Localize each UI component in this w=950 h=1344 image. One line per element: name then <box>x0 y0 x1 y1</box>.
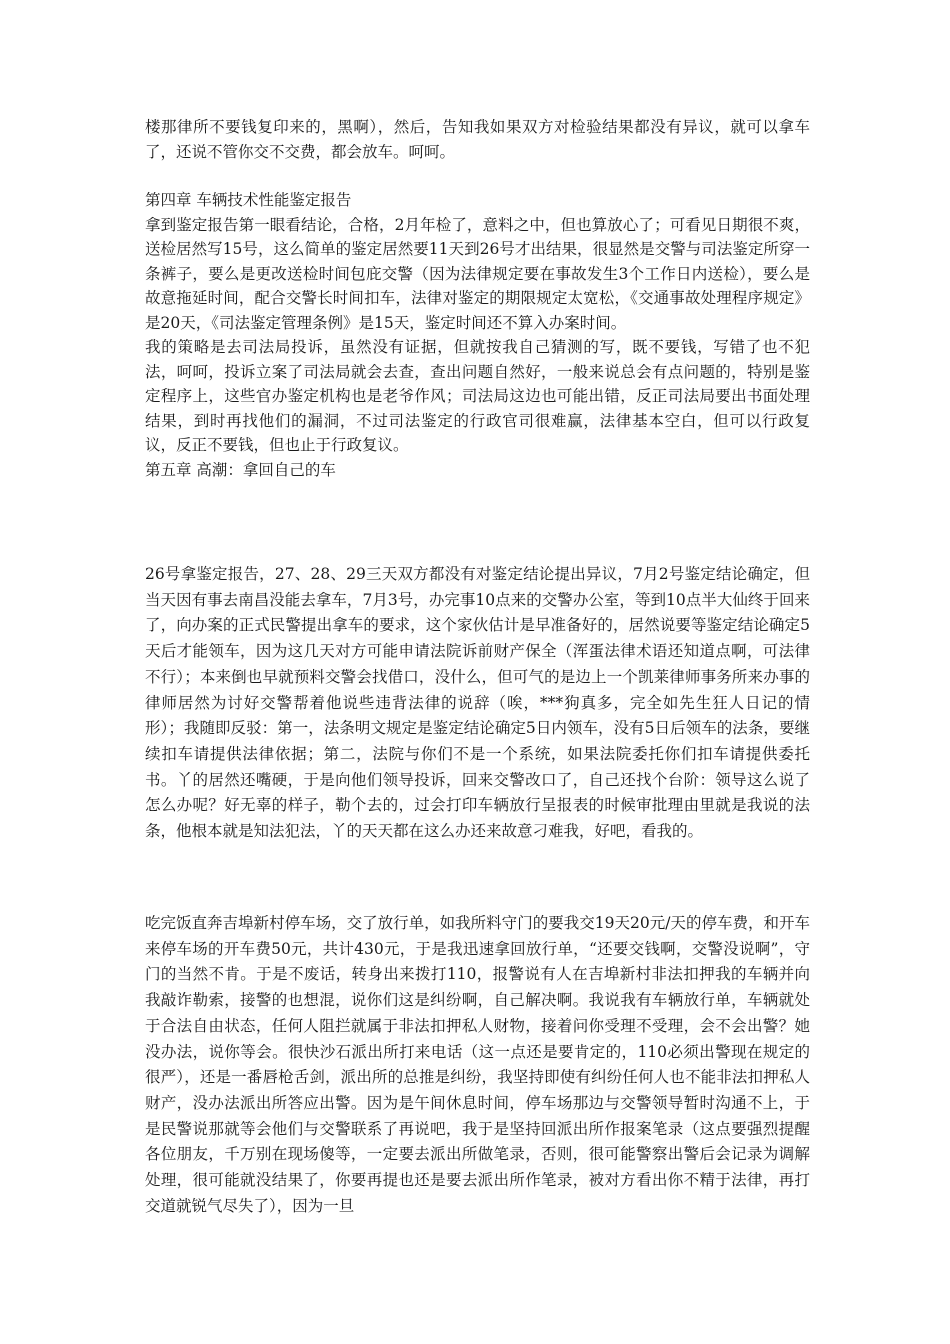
paragraph: 26号拿鉴定报告，27、28、29三天双方都没有对鉴定结论提出异议，7月2号鉴定结论确定，但当天因有事去南昌没能去拿车，7月3号，办完事10点来的交警办公室，等到10点半大仙终于回来了，向办案的正式民警提出拿车的要求，这个家伙估计是早准备好的，居然说要等鉴定结论确定5天后才能领车，因为这几天对方可能申请法院诉前财产保全（浑蛋法律术语还知道点啊，可法律不行）；本来倒也早就预料交警会找借口，没什么，但可气的是边上一个凯莱律师事务所来办事的律师居然为讨好交警帮着他说些违背法律的说辞（唉，***狗真多，完全如先生狂人日记的情形）；我随即反驳：第一，法条明文规定是鉴定结论确定5日内领车，没有5日后领车的法条，要继续扣车请提供法律依据；第二，法院与你们不是一个系统，如果法院委托你们扣车请提供委托书。丫的居然还嘴硬，于是向他们领导投诉，回来交警改口了，自己还找个台阶：领导这么说了怎么办呢？好无辜的样子，勒个去的，过会打印车辆放行呈报表的时候审批理由里就是我说的法条，他根本就是知法犯法，丫的天天都在这么办还来故意刁难我，好吧，看我的。 <box>145 565 810 841</box>
text-block-report-pickup <box>145 562 810 845</box>
text-block-chapter-4 <box>145 188 810 482</box>
paragraph: 拿到鉴定报告第一眼看结论，合格，2月年检了，意料之中，但也算放心了；可看见日期很不爽，送检居然写15号，这么简单的鉴定居然要11天到26号才出结果，很显然是交警与司法鉴定所穿一条裤子，要么是更改送检时间包庇交警（因为法律规定要在事故发生3个工作日内送检），要么是故意拖延时间，配合交警长时间扣车，法律对鉴定的期限规定太宽松，《交通事故处理程序规定》是20天，《司法鉴定管理条例》是15天，鉴定时间还不算入办案时间。 <box>145 215 810 332</box>
chapter-5-heading: 第五章 高潮：拿回自己的车 <box>145 460 336 479</box>
text-block-parking-lot <box>145 911 810 1219</box>
chapter-4-heading: 第四章 车辆技术性能鉴定报告 <box>145 191 352 209</box>
paragraph: 楼那律所不要钱复印来的，黑啊），然后，告知我如果双方对检验结果都没有异议，就可以拿车了，还说不管你交不交费，都会放车。呵呵。 <box>145 118 810 161</box>
text-block-intro <box>145 115 810 164</box>
paragraph: 我的策略是去司法局投诉，虽然没有证据，但就按我自己猜测的写，既不要钱，写错了也不犯法，呵呵，投诉立案了司法局就会去查，查出问题自然好，一般来说总会有点问题的，特别是鉴定程序上，这些官办鉴定机构也是老爷作风；司法局这边也可能出错，反正司法局要出书面处理结果，到时再找他们的漏洞，不过司法鉴定的行政官司很难赢，法律基本空白，但可以行政复议，反正不要钱，但也止于行政复议。 <box>145 338 810 454</box>
paragraph: 吃完饭直奔吉埠新村停车场，交了放行单，如我所料守门的要我交19天20元/天的停车费，和开车来停车场的开车费50元，共计430元，于是我迅速拿回放行单，“还要交钱啊，交警没说啊”，守门的当然不肯。于是不废话，转身出来拨打110，报警说有人在吉埠新村非法扣押我的车辆并向我敲诈勒索，接警的也想混，说你们这是纠纷啊，自己解决啊。我说我有车辆放行单，车辆就处于合法自由状态，任何人阻拦就属于非法扣押私人财物，接着问你受理不受理，会不会出警？她没办法，说你等会。很快沙石派出所打来电话（这一点还是要肯定的，110必须出警现在规定的很严），还是一番唇枪舌剑，派出所的总推是纠纷，我坚持即使有纠纷任何人也不能非法扣押私人财产，没办法派出所答应出警。因为是午间休息时间，停车场那边与交警领导暂时沟通不上，于是民警说那就等会他们与交警联系了再说吧，我于是坚持回派出所作报案笔录（这点要强烈提醒各位朋友，千万别在现场傻等，一定要去派出所做笔录，否则，很可能警察出警后会记录为调解处理，很可能就没结果了，你要再提也还是要去派出所作笔录，被对方看出你不精于法律，再打交道就锐气尽失了），因为一旦 <box>145 914 810 1215</box>
